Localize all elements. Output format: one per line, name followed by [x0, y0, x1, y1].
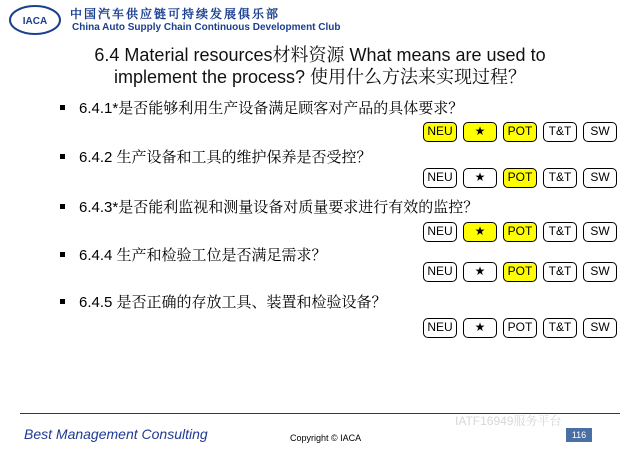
item-text: 6.4.4 生产和检验工位是否满足需求？ — [79, 247, 327, 264]
watermark: IATF16949服务平台 — [455, 414, 562, 428]
bullet-icon — [60, 105, 65, 110]
tag-pot: POT — [503, 222, 537, 242]
tag-neu: NEU — [423, 318, 457, 338]
footer-copyright: Copyright © IACA — [290, 433, 362, 443]
page-title — [40, 44, 600, 88]
tag-neu: NEU — [423, 122, 457, 142]
title-line-2: implement the process? 使用什么方法来实现过程？ — [113, 67, 527, 87]
tag-neu: NEU — [423, 168, 457, 188]
tag-pot: POT — [503, 318, 537, 338]
tag-pot: POT — [503, 122, 537, 142]
tag-star: ★ — [463, 222, 497, 242]
tag-tt: T&T — [543, 222, 577, 242]
footer-company: Best Management Consulting — [24, 426, 208, 442]
title-line-1: 6.4 Material resources材料资源 What means are used to — [94, 45, 546, 65]
tag-sw: SW — [583, 122, 617, 142]
tag-sw: SW — [583, 168, 617, 188]
list-item — [60, 196, 478, 217]
tag-tt: T&T — [543, 168, 577, 188]
bullet-icon — [60, 204, 65, 209]
tag-neu: NEU — [423, 262, 457, 282]
item-text: 6.4.2 生产设备和工具的维护保养是否受控？ — [79, 149, 372, 166]
tag-pot: POT — [503, 168, 537, 188]
tag-row — [423, 318, 617, 338]
item-text: 6.4.5 是否正确的存放工具、装置和检验设备？ — [79, 294, 387, 311]
svg-text:IACA: IACA — [22, 16, 48, 27]
tag-sw: SW — [583, 262, 617, 282]
tag-star: ★ — [463, 318, 497, 338]
tag-neu: NEU — [423, 222, 457, 242]
list-item — [60, 244, 327, 265]
iaca-logo-icon — [8, 4, 62, 36]
item-text: 6.4.1*是否能够利用生产设备满足顾客对产品的具体要求？ — [79, 100, 464, 117]
org-name-cn: 中国汽车供应链可持续发展俱乐部 — [70, 7, 281, 21]
header — [0, 0, 640, 42]
item-text: 6.4.3*是否能利监视和测量设备对质量要求进行有效的监控？ — [79, 199, 479, 216]
tag-row — [423, 168, 617, 188]
tag-star: ★ — [463, 262, 497, 282]
list-item — [60, 146, 372, 167]
bullet-icon — [60, 252, 65, 257]
tag-row — [423, 122, 617, 142]
bullet-icon — [60, 299, 65, 304]
tag-tt: T&T — [543, 318, 577, 338]
org-name-en: China Auto Supply Chain Continuous Development Club — [72, 22, 341, 33]
tag-row — [423, 262, 617, 282]
tag-star: ★ — [463, 122, 497, 142]
tag-row — [423, 222, 617, 242]
tag-pot: POT — [503, 262, 537, 282]
list-item — [60, 97, 463, 118]
tag-tt: T&T — [543, 122, 577, 142]
tag-sw: SW — [583, 222, 617, 242]
bullet-icon — [60, 154, 65, 159]
page-number: 116 — [566, 428, 592, 442]
tag-tt: T&T — [543, 262, 577, 282]
list-item — [60, 291, 387, 312]
tag-sw: SW — [583, 318, 617, 338]
tag-star: ★ — [463, 168, 497, 188]
